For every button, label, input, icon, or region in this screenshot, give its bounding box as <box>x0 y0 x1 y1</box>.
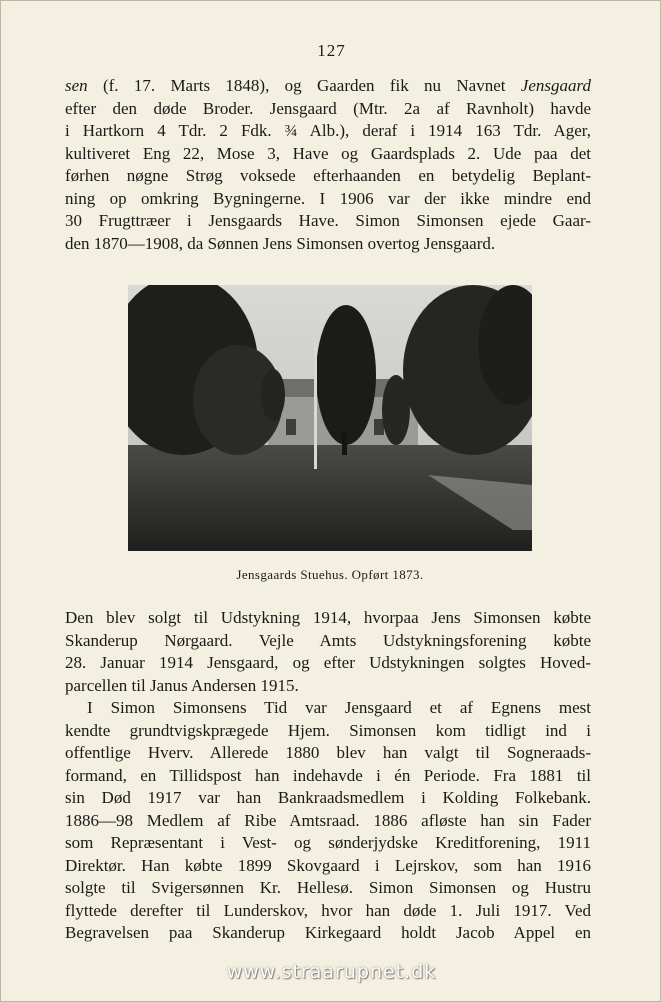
text-line: 28. Januar 1914 Jensgaard, og efter Udstykningen solgtes Hoved- <box>65 653 591 672</box>
paragraph-2 <box>65 607 591 697</box>
paragraph-1 <box>65 75 591 255</box>
text-line: 30 Frugttræer i Jensgaards Have. Simon Simonsen ejede Gaar- <box>65 211 591 230</box>
page-number: 127 <box>317 41 346 60</box>
farmhouse-photo-image <box>128 285 532 551</box>
text-line: Den blev solgt til Udstykning 1914, hvorpaa Jens Simonsen købte <box>65 608 591 627</box>
text-line: parcellen til Janus Andersen 1915. <box>65 675 299 695</box>
site-watermark: www.straarupnet.dk <box>226 961 437 983</box>
text-line: Begravelsen paa Skanderup Kirkegaard holdt Jacob Appel en <box>65 923 591 942</box>
text-line: Skanderup Nørgaard. Vejle Amts Udstykningsforening købte <box>65 630 591 650</box>
text-line: Direktør. Han købte 1899 Skovgaard i Lejrskov, som han 1916 <box>65 855 591 875</box>
text-line: ning op omkring Bygningerne. I 1906 var der ikke mindre end <box>65 188 591 208</box>
text-line: førhen nøgne Strøg voksede efterhaanden en betydelig Beplant- <box>65 166 591 185</box>
text-line: sen (f. 17. Marts 1848), og Gaarden fik nu Navnet Jensgaard <box>65 76 591 95</box>
text-line: den 1870—1908, da Sønnen Jens Simonsen overtog Jensgaard. <box>65 233 496 253</box>
farmhouse-photo <box>128 285 532 551</box>
text-line: kultiveret Eng 22, Mose 3, Have og Gaardsplads 2. Ude paa det <box>65 143 591 163</box>
text-line: I Simon Simonsens Tid var Jensgaard et af Egnens mest <box>87 698 591 717</box>
text-line: offentlige Hverv. Allerede 1880 blev han valgt til Sogneraads- <box>65 743 591 762</box>
text-line: i Hartkorn 4 Tdr. 2 Fdk. ¾ Alb.), deraf i 1914 163 Tdr. Ager, <box>65 121 591 140</box>
text-line: solgte til Svigersønnen Kr. Hellesø. Simon Simonsen og Hustru <box>65 878 591 897</box>
text-line: 1886—98 Medlem af Ribe Amtsraad. 1886 afløste han sin Fader <box>65 810 591 830</box>
text-line: sin Død 1917 var han Bankraadsmedlem i Kolding Folkebank. <box>65 788 591 807</box>
text-line: efter den døde Broder. Jensgaard (Mtr. 2a af Ravnholt) havde <box>65 98 591 118</box>
text-line: som Repræsentant i Vest- og sønderjydske Kreditforening, 1911 <box>65 833 591 852</box>
paragraph-3 <box>65 697 591 945</box>
text-line: kendte grundtvigskprægede Hjem. Simonsen kom tidligt ind i <box>65 720 591 740</box>
text-line: flyttede derefter til Lunderskov, hvor han døde 1. Juli 1917. Ved <box>65 900 591 920</box>
photo-caption: Jensgaards Stuehus. Opført 1873. <box>236 567 424 582</box>
text-line: formand, en Tillidspost han indehavde i én Periode. Fra 1881 til <box>65 765 591 785</box>
